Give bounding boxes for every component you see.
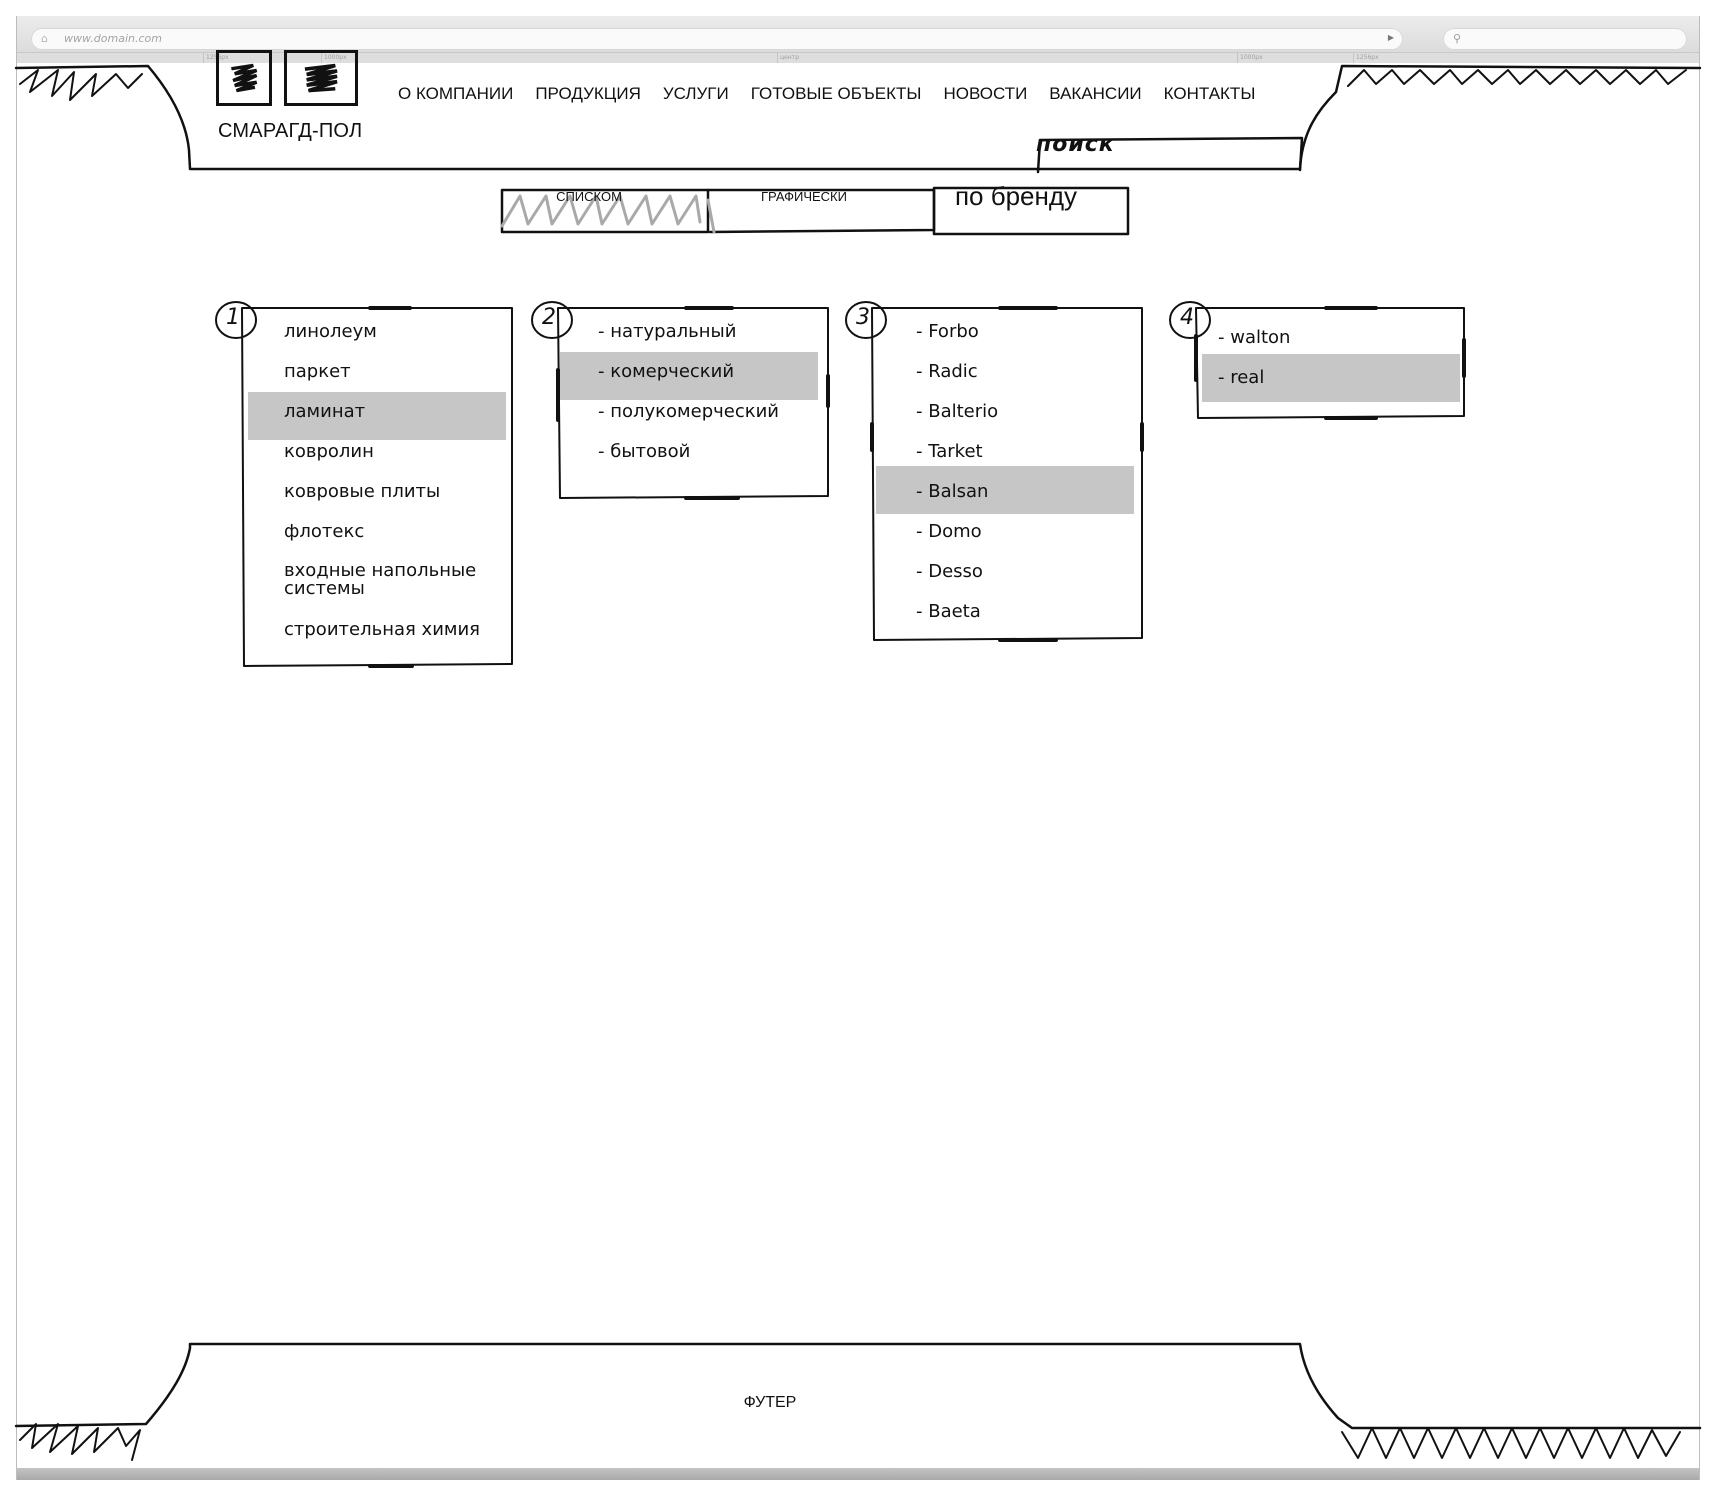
ruler-mark: центр bbox=[777, 53, 799, 63]
browser-window bbox=[16, 16, 1700, 1480]
list-item-selected[interactable]: - Balsan bbox=[916, 481, 989, 502]
main-nav bbox=[398, 84, 1277, 104]
list-item[interactable]: флотекс bbox=[284, 521, 365, 542]
list-item[interactable]: - Domo bbox=[916, 521, 982, 542]
go-arrow-icon[interactable]: ▶ bbox=[1387, 33, 1394, 42]
list-item[interactable]: - натуральный bbox=[598, 321, 737, 342]
list-item[interactable]: - полукомерческий bbox=[598, 401, 779, 422]
column-number: 2 bbox=[542, 305, 556, 330]
list-item[interactable]: - Forbo bbox=[916, 321, 979, 342]
list-item[interactable]: ковролин bbox=[284, 441, 374, 462]
list-item[interactable]: - Tarket bbox=[916, 441, 983, 462]
tab-graphic-view[interactable]: ГРАФИЧЕСКИ bbox=[761, 188, 847, 204]
tab-by-brand[interactable]: по бренду bbox=[954, 180, 1078, 211]
list-item[interactable]: входные напольные системы bbox=[284, 560, 477, 599]
browser-bottom-bar bbox=[17, 1468, 1699, 1480]
nav-item-news[interactable]: НОВОСТИ bbox=[943, 84, 1028, 103]
nav-item-contacts[interactable]: КОНТАКТЫ bbox=[1163, 84, 1256, 103]
address-bar[interactable] bbox=[31, 28, 1403, 50]
ruler-mark: 1256px bbox=[203, 53, 229, 63]
selected-row-highlight bbox=[876, 466, 1134, 514]
brand-name: СМАРАГД-ПОЛ bbox=[218, 120, 363, 142]
column-number: 4 bbox=[1180, 305, 1194, 330]
ruler-mark: 1000px bbox=[1237, 53, 1263, 63]
browser-toolbar bbox=[17, 16, 1699, 53]
nav-item-about[interactable]: О КОМПАНИИ bbox=[398, 84, 514, 103]
tab-list-view[interactable]: СПИСКОМ bbox=[556, 188, 622, 204]
list-item[interactable]: линолеум bbox=[284, 321, 377, 342]
logo-square-right bbox=[284, 50, 358, 106]
column-number: 3 bbox=[856, 305, 870, 330]
ruler-mark: 1000px bbox=[321, 53, 347, 63]
browser-search-field[interactable] bbox=[1443, 28, 1687, 50]
list-item[interactable]: - Radic bbox=[916, 361, 978, 382]
list-item-selected[interactable]: - real bbox=[1218, 367, 1265, 388]
search-input[interactable]: поиск bbox=[1036, 132, 1115, 157]
list-item-selected[interactable]: - комерческий bbox=[598, 361, 735, 382]
list-item[interactable]: - Desso bbox=[916, 561, 983, 582]
list-item[interactable]: - Balterio bbox=[916, 401, 999, 422]
list-item-selected[interactable]: ламинат bbox=[284, 401, 366, 422]
home-icon[interactable]: ⌂ bbox=[41, 32, 48, 45]
column-number: 1 bbox=[226, 305, 240, 330]
list-item[interactable]: строительная химия bbox=[284, 619, 480, 640]
list-item[interactable]: - бытовой bbox=[598, 441, 691, 462]
footer-label: ФУТЕР bbox=[743, 1394, 797, 1411]
list-item[interactable]: паркет bbox=[284, 361, 351, 382]
search-icon: ⚲ bbox=[1453, 32, 1462, 45]
address-url: www.domain.com bbox=[64, 32, 162, 45]
logo-scribble-icon bbox=[228, 62, 260, 94]
nav-item-vacancies[interactable]: ВАКАНСИИ bbox=[1049, 84, 1142, 103]
ruler-mark: 1256px bbox=[1353, 53, 1379, 63]
nav-item-products[interactable]: ПРОДУКЦИЯ bbox=[535, 84, 641, 103]
logo-square-left bbox=[216, 50, 272, 106]
nav-item-services[interactable]: УСЛУГИ bbox=[662, 84, 729, 103]
logo-scribble-icon bbox=[296, 62, 346, 96]
nav-item-projects[interactable]: ГОТОВЫЕ ОБЪЕКТЫ bbox=[750, 84, 922, 103]
list-item[interactable]: - walton bbox=[1218, 327, 1291, 348]
logo[interactable] bbox=[216, 50, 358, 114]
list-item[interactable]: - Baeta bbox=[916, 601, 981, 622]
list-item[interactable]: ковровые плиты bbox=[284, 481, 441, 502]
